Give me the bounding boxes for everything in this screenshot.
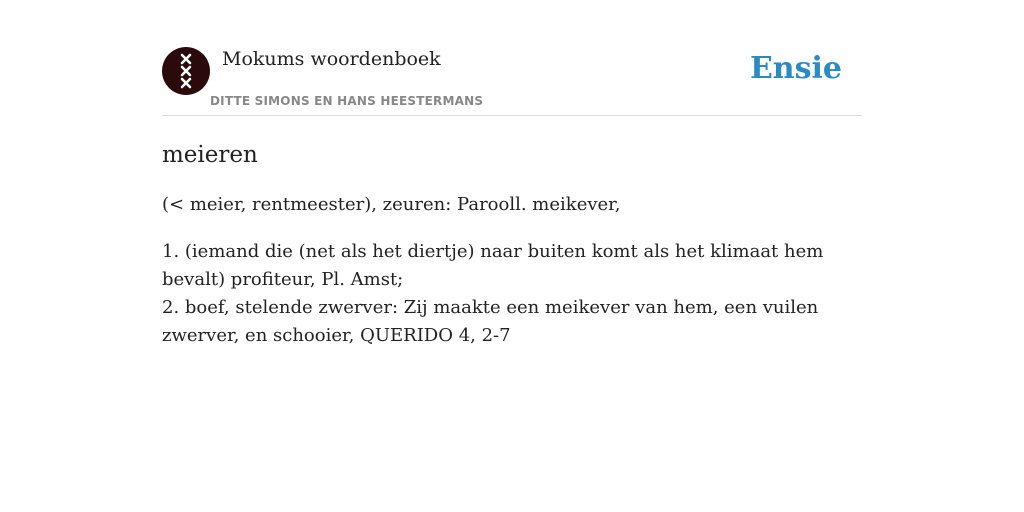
amsterdam-xxx-icon[interactable]	[162, 47, 210, 95]
definition-2: 2. boef, stelende zwerver: Zij maakte een meikever van hem, een vuilen zwerver, en schooier, QUERIDO 4, 2-7	[162, 297, 819, 346]
entry-headword: meieren	[162, 142, 258, 168]
entry-definitions	[162, 238, 862, 350]
page	[162, 0, 862, 350]
xxx-crosses-icon	[179, 53, 193, 89]
entry-etymology: (< meier, rentmeester), zeuren: Parooll. meikever,	[162, 194, 621, 215]
dictionary-authors: DITTE SIMONS EN HANS HEESTERMANS	[210, 94, 484, 108]
definition-1: 1. (iemand die (net als het diertje) naar buiten komt als het klimaat hem bevalt) profiteur, Pl. Amst;	[162, 241, 824, 290]
ensie-logo-link[interactable]: Ensie	[749, 51, 842, 86]
dictionary-title[interactable]: Mokums woordenboek	[222, 48, 441, 70]
header	[162, 47, 862, 116]
